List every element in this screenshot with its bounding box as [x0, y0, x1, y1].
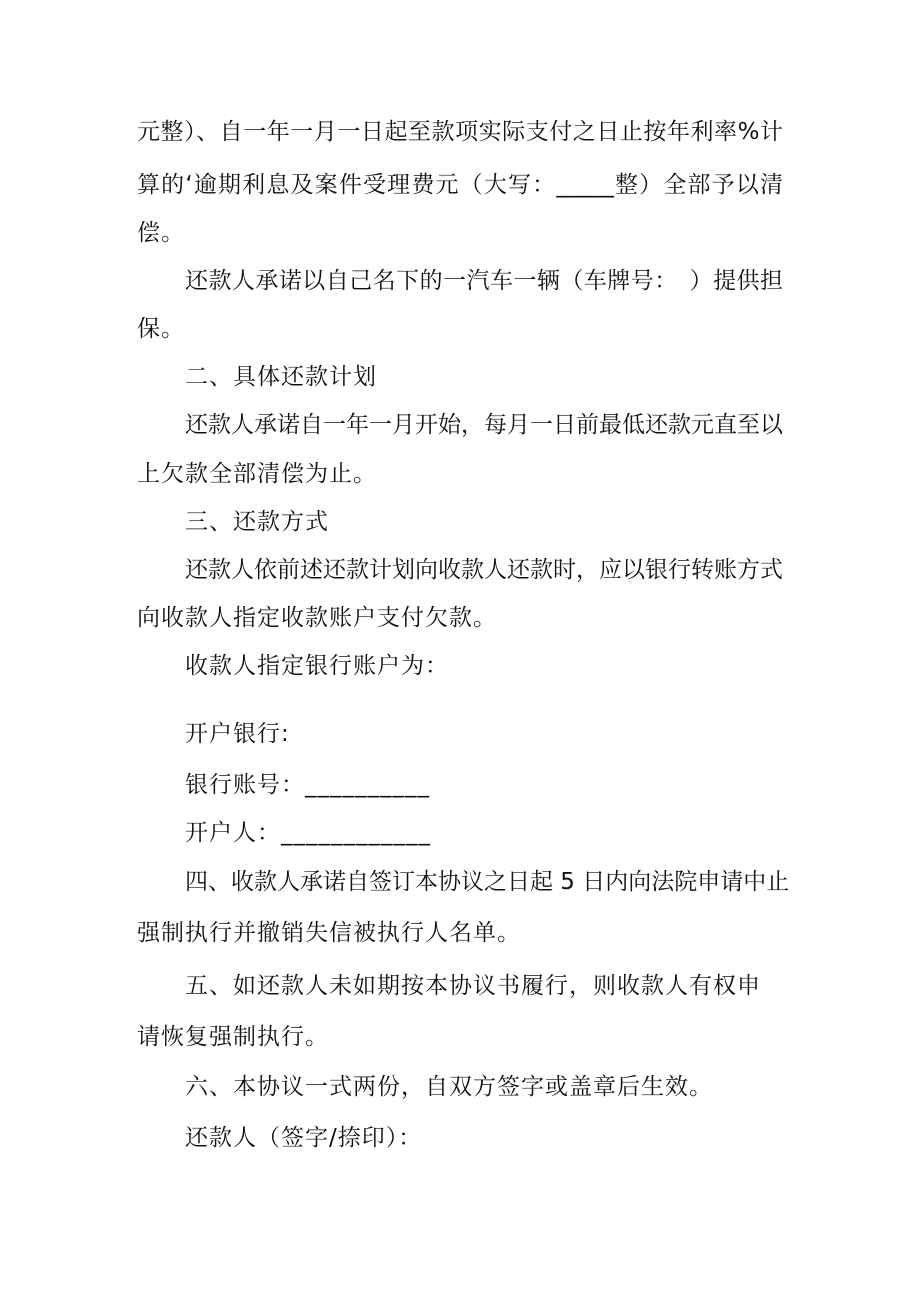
section-5-line-2: 请恢复强制执行。: [137, 1024, 329, 1050]
section-3-line-2: 向收款人指定收款账户支付欠款。: [137, 605, 497, 631]
section-3-line-1: 还款人依前述还款计划向收款人还款时，应以银行转账方式: [185, 557, 783, 583]
signature-line: 还款人（签字/捺印）：: [185, 1125, 423, 1151]
section-3-heading: 三、还款方式: [185, 509, 329, 535]
guarantee-line-1: 还款人承诺以自己名下的一汽车一辆（车牌号： ）提供担: [185, 268, 783, 294]
account-holder-label: 开户人：____________: [185, 820, 431, 846]
bank-name-label: 开户银行:: [185, 721, 290, 747]
section-5-line-1: 五、如还款人未如期按本协议书履行，则收款人有权申: [185, 973, 761, 999]
section-2-heading: 二、具体还款计划: [185, 364, 377, 390]
section-6-line: 六、本协议一式两份，自双方签字或盖章后生效。: [185, 1074, 713, 1100]
section-4-line-2: 强制执行并撤销失信被执行人名单。: [137, 920, 521, 946]
account-number-label: 银行账号：__________: [185, 772, 430, 798]
interest-line-2: 算的‘逾期利息及案件受理费元（大写：_____整）全部予以清: [137, 172, 783, 198]
section-2-line-2: 上欠款全部清偿为止。: [137, 461, 377, 487]
interest-line-3: 偿。: [137, 220, 185, 246]
interest-line-1: 元整）、自一年一月一日起至款项实际支付之日止按年利率%计: [137, 119, 783, 145]
section-4-line-1: 四、收款人承诺自签订本协议之日起 5 日内向法院申请中止: [185, 869, 790, 895]
guarantee-line-2: 保。: [137, 316, 185, 342]
account-intro: 收款人指定银行账户为：: [185, 653, 449, 679]
section-2-line-1: 还款人承诺自一年一月开始，每月一日前最低还款元直至以: [185, 412, 783, 438]
